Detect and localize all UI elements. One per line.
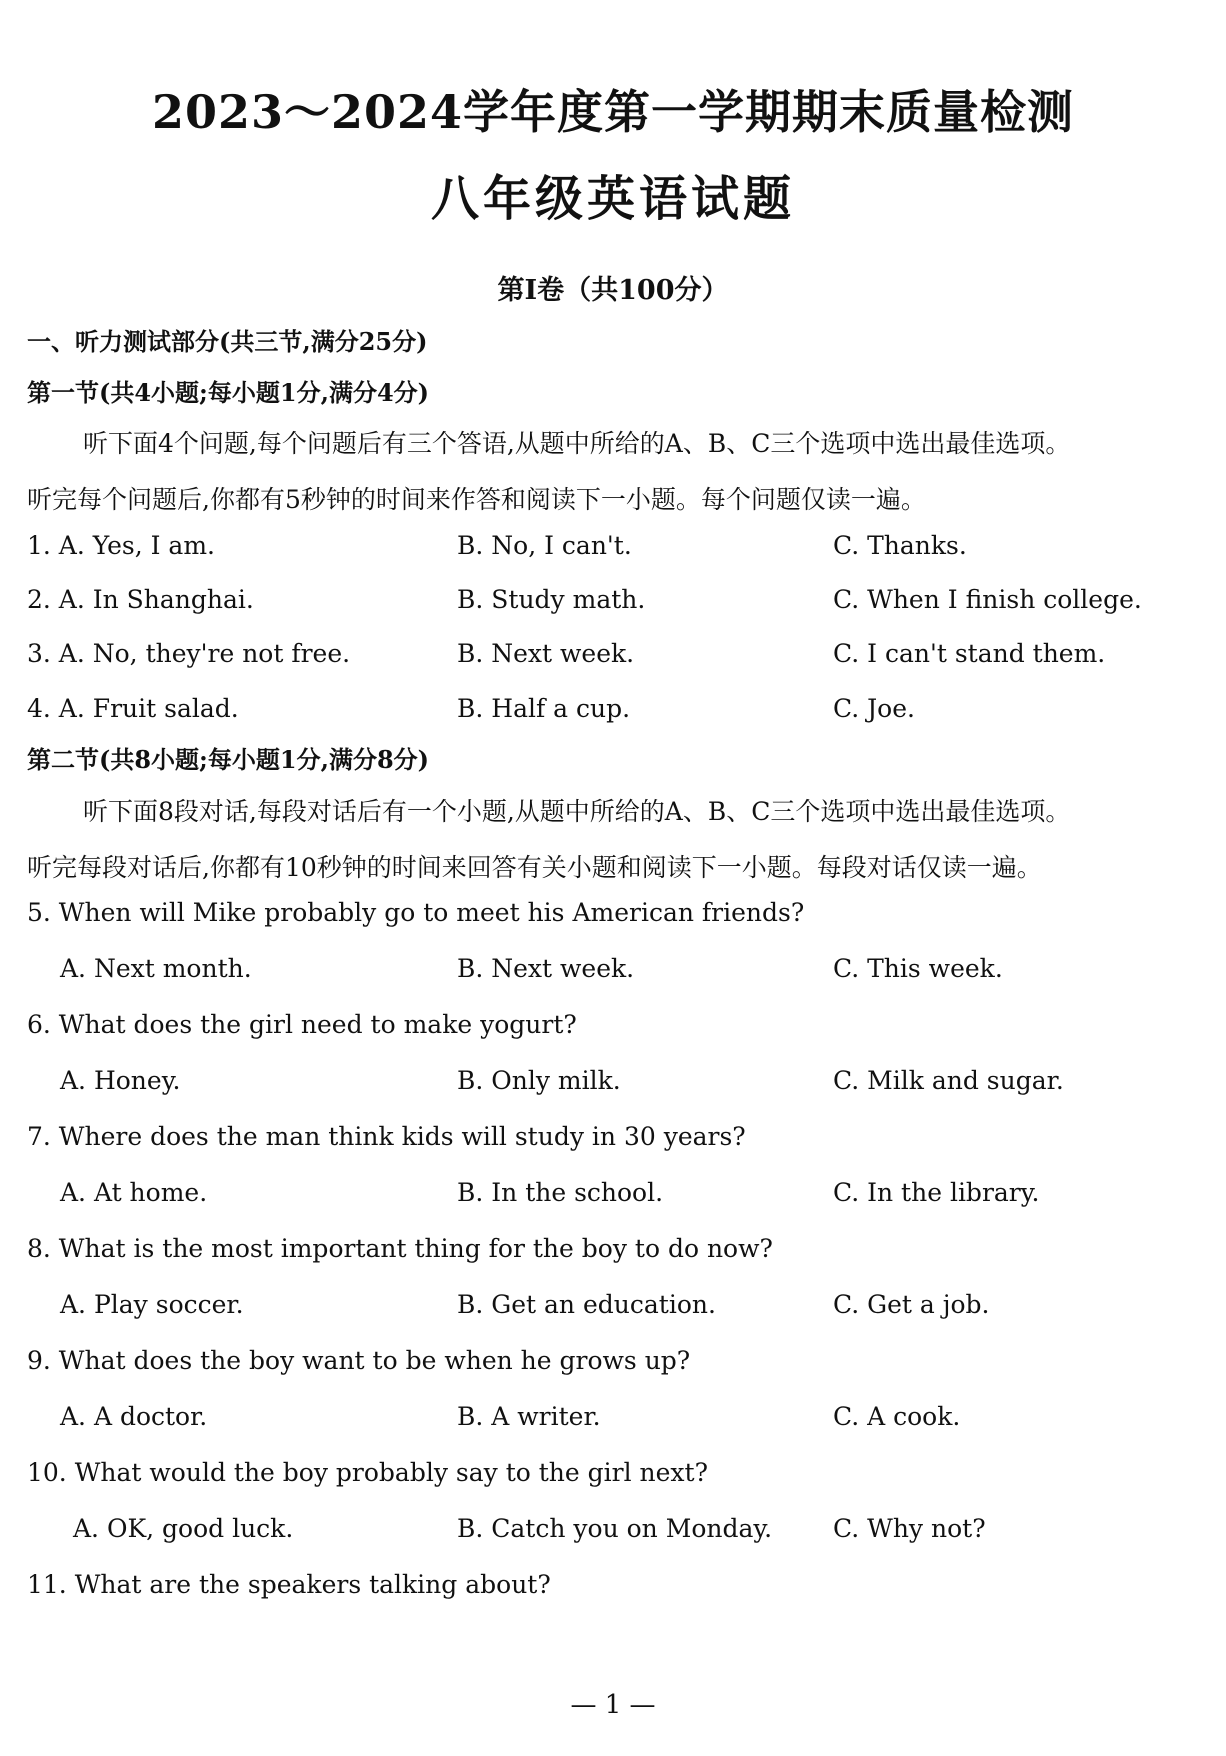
question-9-options bbox=[27, 1402, 1207, 1442]
option-b: B. Next week. bbox=[457, 954, 635, 983]
option-c: C. Get a job. bbox=[833, 1290, 990, 1319]
option-c: C. This week. bbox=[833, 954, 1003, 983]
part1-instruction-line2: 听完每个问题后,你都有5秒钟的时间来作答和阅读下一小题。每个问题仅读一遍。 bbox=[27, 485, 926, 514]
question-8-stem: 8. What is the most important thing for the boy to do now? bbox=[27, 1234, 773, 1263]
option-c: C. When I finish college. bbox=[833, 585, 1142, 614]
part2-instruction-line1 bbox=[27, 784, 1207, 840]
option-b: B. Half a cup. bbox=[457, 694, 631, 723]
page-number: — 1 — bbox=[570, 1690, 656, 1720]
option-c: C. Thanks. bbox=[833, 531, 967, 560]
option-a: 1. A. Yes, I am. bbox=[27, 531, 215, 560]
question-7-stem: 7. Where does the man think kids will study in 30 years? bbox=[27, 1122, 746, 1151]
option-c: C. A cook. bbox=[833, 1402, 961, 1431]
option-c: C. I can't stand them. bbox=[833, 639, 1106, 668]
option-a: 3. A. No, they're not free. bbox=[27, 639, 351, 668]
option-a: A. At home. bbox=[60, 1178, 208, 1207]
option-c: C. Milk and sugar. bbox=[833, 1066, 1064, 1095]
exam-subtitle: 八年级英语试题 bbox=[430, 171, 795, 227]
option-b: B. Catch you on Monday. bbox=[457, 1514, 773, 1543]
question-10-stem: 10. What would the boy probably say to the girl next? bbox=[27, 1458, 708, 1487]
question-10-options bbox=[27, 1514, 1207, 1554]
question-6-stem: 6. What does the girl need to make yogurt? bbox=[27, 1010, 577, 1039]
part1-instruction-text1: 听下面4个问题,每个问题后有三个答语,从题中所给的A、B、C三个选项中选出最佳选项。 bbox=[83, 429, 1071, 458]
question-6-options bbox=[27, 1066, 1207, 1106]
part1-instruction-line1 bbox=[27, 416, 1207, 472]
part1-title: 第一节(共4小题;每小题1分,满分4分) bbox=[27, 378, 430, 407]
question-1 bbox=[27, 531, 1207, 571]
option-c: C. Why not? bbox=[833, 1514, 986, 1543]
option-b: B. Study math. bbox=[457, 585, 646, 614]
option-a: A. Next month. bbox=[60, 954, 252, 983]
volume-heading: 第Ⅰ卷（共100分） bbox=[497, 275, 729, 306]
option-b: B. No, I can't. bbox=[457, 531, 632, 560]
part2-instruction-text1: 听下面8段对话,每段对话后有一个小题,从题中所给的A、B、C三个选项中选出最佳选项。 bbox=[83, 797, 1071, 826]
option-b: B. Only milk. bbox=[457, 1066, 621, 1095]
question-9-stem: 9. What does the boy want to be when he grows up? bbox=[27, 1346, 691, 1375]
option-b: B. In the school. bbox=[457, 1178, 664, 1207]
question-3 bbox=[27, 639, 1207, 679]
option-a: 4. A. Fruit salad. bbox=[27, 694, 239, 723]
option-b: B. Get an education. bbox=[457, 1290, 716, 1319]
part2-title: 第二节(共8小题;每小题1分,满分8分) bbox=[27, 745, 430, 774]
option-a: A. A doctor. bbox=[60, 1402, 208, 1431]
question-5-stem: 5. When will Mike probably go to meet his American friends? bbox=[27, 898, 805, 927]
question-5-options bbox=[27, 954, 1207, 994]
option-a: 2. A. In Shanghai. bbox=[27, 585, 254, 614]
question-2 bbox=[27, 585, 1207, 625]
option-c: C. In the library. bbox=[833, 1178, 1040, 1207]
option-c: C. Joe. bbox=[833, 694, 915, 723]
option-a: A. OK, good luck. bbox=[73, 1514, 294, 1543]
question-7-options bbox=[27, 1178, 1207, 1218]
question-4 bbox=[27, 694, 1207, 734]
option-b: B. A writer. bbox=[457, 1402, 601, 1431]
section-listening-title: 一、听力测试部分(共三节,满分25分) bbox=[27, 327, 428, 356]
option-a: A. Play soccer. bbox=[60, 1290, 244, 1319]
option-b: B. Next week. bbox=[457, 639, 635, 668]
question-8-options bbox=[27, 1290, 1207, 1330]
question-11-stem: 11. What are the speakers talking about? bbox=[27, 1570, 551, 1599]
part2-instruction-line2: 听完每段对话后,你都有10秒钟的时间来回答有关小题和阅读下一小题。每段对话仅读一遍。 bbox=[27, 853, 1042, 882]
option-a: A. Honey. bbox=[60, 1066, 181, 1095]
exam-title: 2023～2024学年度第一学期期末质量检测 bbox=[151, 85, 1075, 139]
